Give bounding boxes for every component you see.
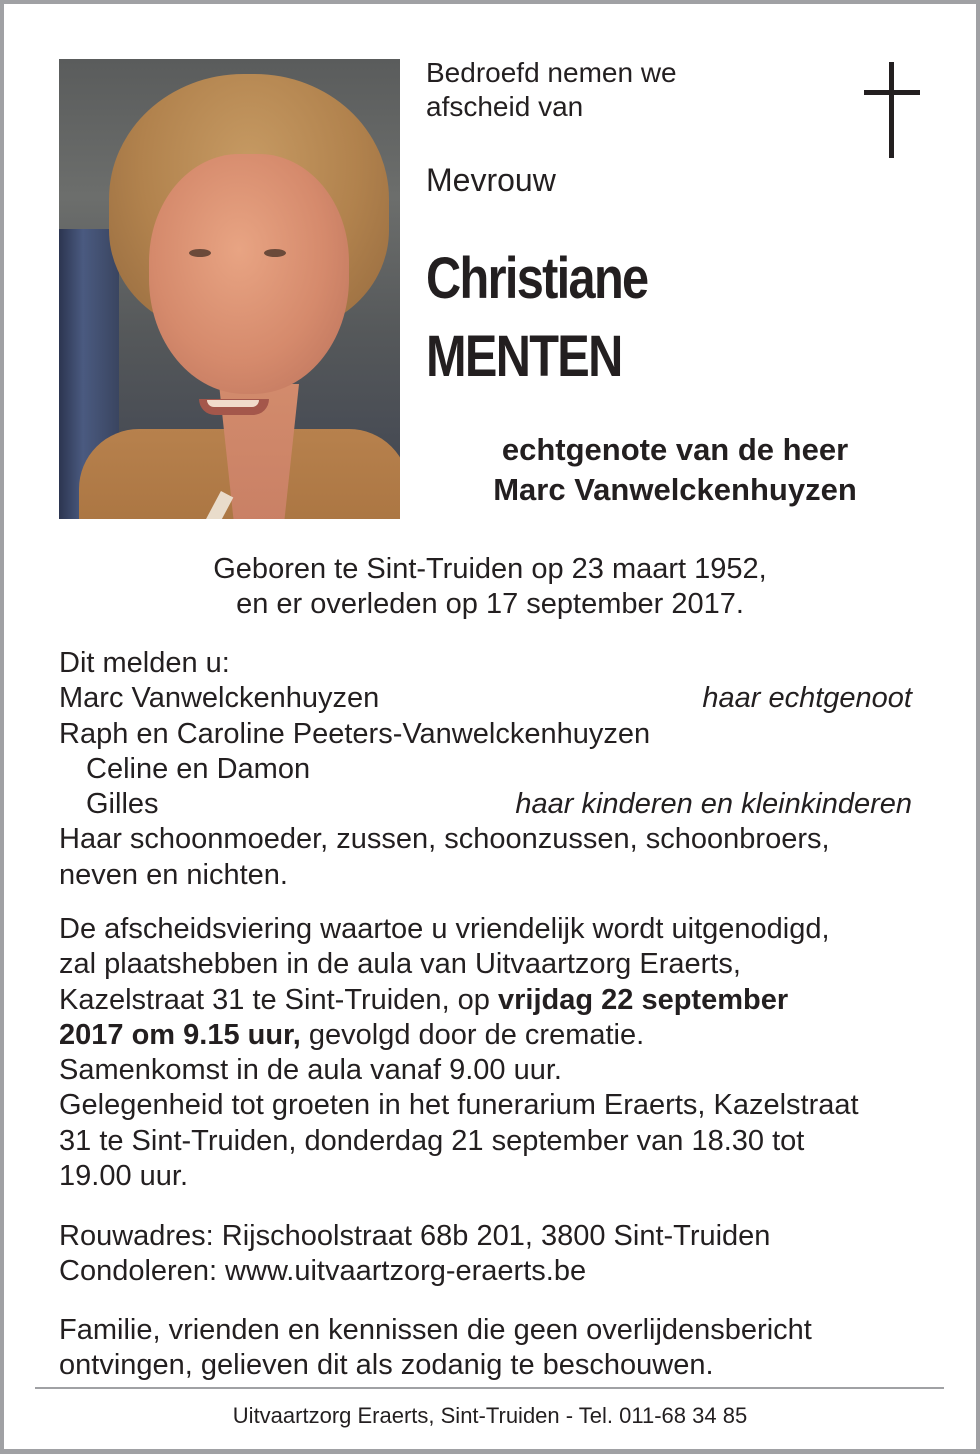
spouse-info bbox=[420, 430, 930, 510]
spouse-name: Marc Vanwelckenhuyzen bbox=[493, 472, 857, 507]
life-dates bbox=[0, 552, 980, 622]
last-name: MENTEN bbox=[426, 324, 622, 389]
visitation-line: 31 te Sint-Truiden, donderdag 21 september van 18.30 tot bbox=[59, 1124, 805, 1157]
announcer-row bbox=[59, 681, 919, 716]
announcer-name: Celine en Damon bbox=[86, 752, 311, 785]
mourning-address: Rouwadres: Rijschoolstraat 68b 201, 3800 Sint-Truiden bbox=[59, 1220, 771, 1252]
announcer-row bbox=[59, 787, 919, 822]
ceremony-line: De afscheidsviering waartoe u vriendelijk wordt uitgenodigd, bbox=[59, 913, 830, 945]
intro-line: Bedroefd nemen we bbox=[426, 57, 677, 88]
honorific: Mevrouw bbox=[426, 162, 556, 198]
visitation-line: Gelegenheid tot groeten in het funerarium Eraerts, Kazelstraat bbox=[59, 1089, 859, 1122]
footer-divider bbox=[35, 1387, 944, 1389]
intro-text bbox=[426, 56, 677, 124]
closing-line: Familie, vrienden en kennissen die geen overlijdensbericht bbox=[59, 1314, 812, 1346]
contact-section bbox=[59, 1219, 919, 1290]
birth-line: Geboren te Sint-Truiden op 23 maart 1952, bbox=[213, 553, 767, 585]
announcer-row bbox=[59, 717, 919, 752]
portrait-photo bbox=[59, 59, 400, 519]
gathering-line: Samenkomst in de aula vanaf 9.00 uur. bbox=[59, 1054, 562, 1087]
other-relatives: Haar schoonmoeder, zussen, schoonzussen, schoonbroers, bbox=[59, 823, 830, 856]
deceased-name bbox=[426, 240, 647, 396]
photo-eye bbox=[264, 249, 286, 257]
photo-eye bbox=[189, 249, 211, 257]
closing-line: ontvingen, gelieven dit als zodanig te beschouwen. bbox=[59, 1349, 714, 1382]
announcer-name: Gilles bbox=[86, 788, 159, 821]
visitation-line: 19.00 uur. bbox=[59, 1160, 188, 1193]
death-line: en er overleden op 17 september 2017. bbox=[236, 588, 744, 620]
announcers-heading: Dit melden u: bbox=[59, 647, 230, 679]
photo-teeth bbox=[207, 400, 259, 407]
photo-face bbox=[149, 154, 349, 394]
ceremony-text: gevolgd door de crematie. bbox=[300, 1018, 645, 1051]
first-name: Christiane bbox=[426, 246, 648, 311]
ceremony-line bbox=[59, 1018, 919, 1053]
announcer-relation: haar kinderen en kleinkinderen bbox=[515, 788, 912, 821]
announcer-name: Marc Vanwelckenhuyzen bbox=[59, 682, 380, 715]
ceremony-time: 2017 om 9.15 uur, bbox=[59, 1018, 301, 1051]
ceremony-section bbox=[59, 912, 919, 1194]
ceremony-line bbox=[59, 983, 919, 1018]
ceremony-text: Kazelstraat 31 te Sint-Truiden, op bbox=[59, 983, 498, 1016]
announcer-row bbox=[59, 752, 919, 787]
cross-icon bbox=[864, 62, 920, 158]
intro-line: afscheid van bbox=[426, 91, 584, 122]
condolence-link[interactable]: Condoleren: www.uitvaartzorg-eraerts.be bbox=[59, 1255, 587, 1288]
ceremony-date: vrijdag 22 september bbox=[498, 983, 789, 1016]
other-relatives: neven en nichten. bbox=[59, 858, 288, 891]
announcers-section bbox=[59, 646, 919, 893]
announcer-name: Raph en Caroline Peeters-Vanwelckenhuyzen bbox=[59, 717, 651, 750]
closing-section bbox=[59, 1313, 919, 1384]
funeral-home-footer: Uitvaartzorg Eraerts, Sint-Truiden - Tel. 011-68 34 85 bbox=[232, 1403, 748, 1428]
spouse-line: echtgenote van de heer bbox=[501, 432, 849, 467]
ceremony-line: zal plaatshebben in de aula van Uitvaartzorg Eraerts, bbox=[59, 948, 741, 981]
announcer-relation: haar echtgenoot bbox=[702, 682, 912, 715]
